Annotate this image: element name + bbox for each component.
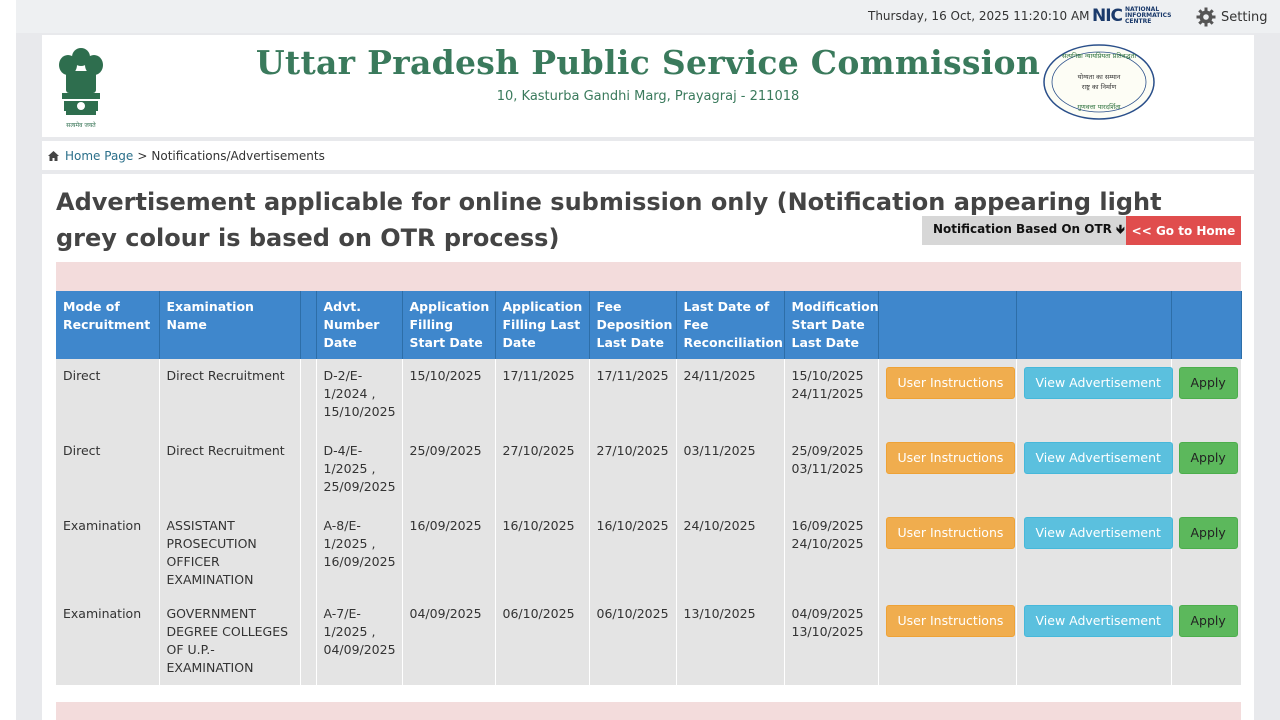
- apply-button[interactable]: Apply: [1179, 442, 1238, 474]
- cell-view: [1016, 359, 1171, 434]
- cell-spacer: [300, 359, 316, 434]
- cell-fee-last: 06/10/2025: [589, 597, 676, 685]
- breadcrumb-separator: >: [137, 148, 148, 163]
- table-row: [56, 597, 1241, 685]
- cell-apply: [1171, 509, 1241, 597]
- user-instructions-button[interactable]: User Instructions: [886, 605, 1016, 637]
- home-icon: [48, 151, 59, 161]
- cell-advt: A-7/E-1/2025 , 04/09/2025: [316, 597, 402, 685]
- cell-mode: Examination: [56, 597, 159, 685]
- top-bar: [16, 0, 1280, 33]
- view-advertisement-button[interactable]: View Advertisement: [1024, 442, 1173, 474]
- page-title: Uttar Pradesh Public Service Commission: [255, 43, 1041, 82]
- cell-exam-name: ASSISTANT PROSECUTION OFFICER EXAMINATION: [159, 509, 300, 597]
- apply-button[interactable]: Apply: [1179, 367, 1238, 399]
- apply-button[interactable]: Apply: [1179, 517, 1238, 549]
- cell-exam-name: GOVERNMENT DEGREE COLLEGES OF U.P.-EXAMINATION: [159, 597, 300, 685]
- modification-last: 03/11/2025: [791, 461, 864, 476]
- modification-start: 16/09/2025: [791, 518, 864, 533]
- page-gutter: [0, 0, 16, 720]
- cell-view: [1016, 434, 1171, 509]
- col-header-view: [1016, 291, 1171, 359]
- col-header-app-last: Application Filling Last Date: [495, 291, 589, 359]
- cell-app-start: 15/10/2025: [402, 359, 495, 434]
- col-header-fee-last: Fee Deposition Last Date: [589, 291, 676, 359]
- col-header-mode: Mode of Recruitment: [56, 291, 159, 359]
- cell-modification: [784, 359, 878, 434]
- current-datetime: Thursday, 16 Oct, 2025 11:20:10 AM: [868, 9, 1090, 23]
- breadcrumb-home-link[interactable]: Home Page: [65, 148, 134, 163]
- table-row: [56, 434, 1241, 509]
- col-header-exam-name: Examination Name: [159, 291, 300, 359]
- cell-spacer: [300, 509, 316, 597]
- seal-text-top: सत्यनिष्ठा न्यायप्रियता प्रतिबद्धता: [1061, 52, 1137, 60]
- modification-last: 24/10/2025: [791, 536, 864, 551]
- cell-app-start: 16/09/2025: [402, 509, 495, 597]
- cell-app-start: 25/09/2025: [402, 434, 495, 509]
- info-band-bottom: [56, 702, 1241, 720]
- nic-logo-mark: NIC: [1092, 6, 1123, 26]
- col-header-spacer: [300, 291, 316, 359]
- user-instructions-button[interactable]: User Instructions: [886, 517, 1016, 549]
- gear-icon: [1196, 7, 1216, 27]
- view-advertisement-button[interactable]: View Advertisement: [1024, 605, 1173, 637]
- header-address: 10, Kasturba Gandhi Marg, Prayagraj - 211018: [496, 89, 800, 104]
- cell-exam-name: Direct Recruitment: [159, 434, 300, 509]
- view-advertisement-button[interactable]: View Advertisement: [1024, 517, 1173, 549]
- modification-start: 15/10/2025: [791, 368, 864, 383]
- cell-apply: [1171, 597, 1241, 685]
- setting-button[interactable]: [1196, 7, 1268, 27]
- cell-apply: [1171, 359, 1241, 434]
- cell-app-last: 06/10/2025: [495, 597, 589, 685]
- table-header-row: [56, 291, 1241, 359]
- breadcrumb: [42, 141, 1254, 170]
- cell-view: [1016, 597, 1171, 685]
- cell-instructions: [878, 359, 1016, 434]
- cell-apply: [1171, 434, 1241, 509]
- cell-fee-last: 17/11/2025: [589, 359, 676, 434]
- table-row: [56, 359, 1241, 434]
- cell-fee-recon: 24/10/2025: [676, 509, 784, 597]
- cell-modification: [784, 509, 878, 597]
- cell-fee-last: 16/10/2025: [589, 509, 676, 597]
- uppsc-seal-icon: [1042, 43, 1156, 121]
- user-instructions-button[interactable]: User Instructions: [886, 442, 1016, 474]
- cell-mode: Direct: [56, 434, 159, 509]
- cell-advt: A-8/E-1/2025 , 16/09/2025: [316, 509, 402, 597]
- setting-label: Setting: [1221, 9, 1268, 25]
- cell-fee-last: 27/10/2025: [589, 434, 676, 509]
- col-header-instructions: [878, 291, 1016, 359]
- cell-app-last: 16/10/2025: [495, 509, 589, 597]
- site-header: [42, 35, 1254, 137]
- cell-exam-name: Direct Recruitment: [159, 359, 300, 434]
- table-row: [56, 509, 1241, 597]
- cell-mode: Direct: [56, 359, 159, 434]
- cell-fee-recon: 13/10/2025: [676, 597, 784, 685]
- breadcrumb-current: Notifications/Advertisements: [151, 148, 325, 163]
- cell-spacer: [300, 597, 316, 685]
- apply-button[interactable]: Apply: [1179, 605, 1238, 637]
- cell-advt: D-4/E-1/2025 , 25/09/2025: [316, 434, 402, 509]
- cell-mode: Examination: [56, 509, 159, 597]
- seal-text-middle-2: राष्ट्र का निर्माण: [1081, 83, 1117, 91]
- view-advertisement-button[interactable]: View Advertisement: [1024, 367, 1173, 399]
- nic-logo: [1092, 6, 1171, 26]
- go-to-home-button[interactable]: << Go to Home: [1126, 216, 1241, 245]
- cell-view: [1016, 509, 1171, 597]
- cell-fee-recon: 03/11/2025: [676, 434, 784, 509]
- cell-fee-recon: 24/11/2025: [676, 359, 784, 434]
- modification-last: 13/10/2025: [791, 624, 864, 639]
- col-header-advt: Advt. Number Date: [316, 291, 402, 359]
- modification-last: 24/11/2025: [791, 386, 864, 401]
- cell-instructions: [878, 434, 1016, 509]
- info-band-top: [56, 262, 1241, 291]
- page-heading: Advertisement applicable for online submission only (Notification appearing light grey colour is based on OTR process): [56, 188, 1162, 252]
- col-header-app-start: Application Filling Start Date: [402, 291, 495, 359]
- cell-modification: [784, 597, 878, 685]
- cell-advt: D-2/E-1/2024 , 15/10/2025: [316, 359, 402, 434]
- cell-modification: [784, 434, 878, 509]
- notification-otr-button[interactable]: Notification Based On OTR 🡻: [922, 216, 1136, 245]
- modification-start: 25/09/2025: [791, 443, 864, 458]
- cell-spacer: [300, 434, 316, 509]
- emblem-caption: सत्यमेव जयते: [66, 122, 96, 129]
- cell-instructions: [878, 597, 1016, 685]
- cell-app-last: 27/10/2025: [495, 434, 589, 509]
- seal-text-middle-1: योग्यता का सम्मान: [1077, 73, 1121, 81]
- main-content: [42, 174, 1254, 720]
- seal-text-bottom: गुणवत्ता पारदर्शिता: [1077, 103, 1121, 111]
- modification-start: 04/09/2025: [791, 606, 864, 621]
- advertisement-table: [56, 291, 1242, 685]
- col-header-apply: [1171, 291, 1241, 359]
- cell-app-last: 17/11/2025: [495, 359, 589, 434]
- col-header-modification: Modification Start Date Last Date: [784, 291, 878, 359]
- cell-instructions: [878, 509, 1016, 597]
- nic-logo-text: NATIONAL INFORMATICS CENTRE: [1125, 6, 1172, 25]
- col-header-fee-recon: Last Date of Fee Reconciliation: [676, 291, 784, 359]
- cell-app-start: 04/09/2025: [402, 597, 495, 685]
- user-instructions-button[interactable]: User Instructions: [886, 367, 1016, 399]
